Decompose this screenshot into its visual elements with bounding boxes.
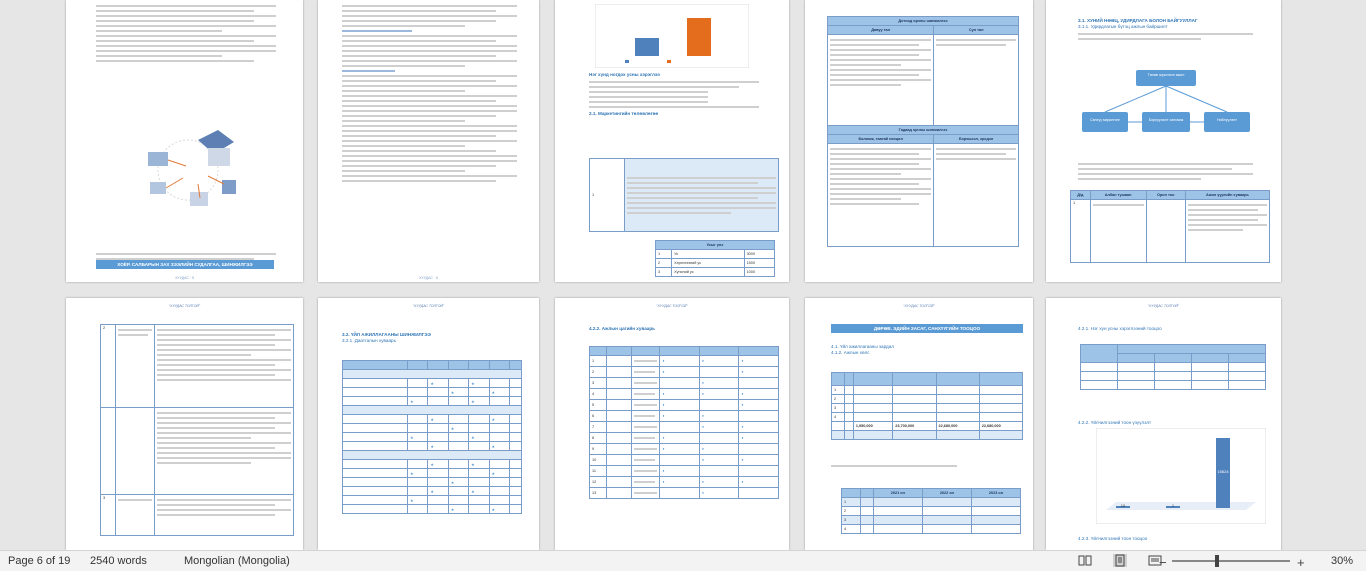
schedule-table: 1 ♦ ♦ ♦ 2 ♦ ♦ 3 ♦ 4 ♦ ♦ ♦ 5 ♦ ♦ 6 ♦ ♦ 7 ♦ ♦ 8 ♦ ♦ 9 ♦ ♦ 10 ♦ ♦ 11 ♦ 12 ♦ ♦ ♦ 13 ♦ — [589, 346, 779, 499]
print-layout-icon[interactable] — [1113, 554, 1127, 567]
page-text — [342, 2, 517, 185]
page-footer: ХУУДАС · 6 — [419, 276, 438, 280]
page-text — [831, 344, 1011, 356]
heading: 3.2. ҮЙЛ АЖИЛЛАГААНЫ ШИНЖИЛГЭЭ — [342, 332, 431, 337]
page-text — [589, 72, 759, 117]
heading: Нэг хүнд ногдох усны хэрэглээ — [589, 72, 660, 77]
word-count[interactable]: 2540 words — [90, 555, 147, 567]
service-bar-chart — [1096, 428, 1266, 524]
table-row: 3 Хүнсний ус 1000 — [656, 268, 775, 277]
total-value: 22,680,000 — [979, 422, 1022, 431]
page-thumbnail-3[interactable] — [555, 0, 789, 282]
section-banner: ХОЁР. САЛБАРЫН ЗАХ ЗЭЭЛИЙН СУДАЛГАА, ШИНЖИЛГЭЭ — [96, 260, 274, 269]
zoom-slider[interactable] — [1172, 560, 1290, 562]
subheading: 4.2.2. Үйлчилгээний тоон үзүүлэлт — [1078, 420, 1152, 425]
diagram-label-right: Нийлүүлэлт — [1217, 118, 1237, 122]
page-text — [1078, 160, 1253, 183]
heading: 4.2.2. Ажлын цагийн хуваарь — [589, 326, 655, 331]
page-text — [1078, 326, 1258, 332]
content-table: 2 3 — [100, 324, 294, 536]
heading: 3.1. ХУНИЙ НӨӨЦ, УДИРДЛАГА БОЛОН БАЙГУУЛЛАГ — [1078, 18, 1198, 23]
page-indicator[interactable]: Page 6 of 19 — [8, 555, 71, 567]
section-heading: 2.1. Маркетингийн төлөвлөгөө — [589, 111, 659, 117]
page-text — [1078, 536, 1258, 542]
page-thumbnail-11[interactable] — [1046, 298, 1281, 550]
table-title: Дотоод орчны шинжилгээ — [828, 17, 1019, 26]
chart-data-label: 1 — [1171, 503, 1175, 508]
page-header: “ХУУДАС ТОЛГОЙ” — [1147, 304, 1180, 308]
total-value: 23,700,000 — [893, 422, 936, 431]
page-header: “ХУУДАС ТОЛГОЙ” — [412, 304, 445, 308]
page-text — [831, 462, 1011, 470]
chart-data-label: 10 — [1120, 503, 1126, 508]
staff-table: Д/д Албан тушаал Орон тоо Ажил үүргийн хуваарь 1 — [1070, 190, 1270, 263]
table-title: Усыг үнэ — [656, 241, 775, 250]
yearly-table: 2021 он 2022 он 2023 он 1 2 3 4 — [841, 488, 1021, 534]
page-thumbnail-8[interactable] — [318, 298, 539, 550]
heading: 4.2.1. Нэг хүн усны хэрэглээний тооцоо — [1078, 326, 1162, 331]
content-table: 1 — [589, 158, 779, 232]
read-mode-icon[interactable] — [1078, 554, 1092, 567]
page-header: “ХУУДАС ТОЛГОЙ” — [656, 304, 688, 308]
page-text — [589, 326, 759, 332]
page-header: “ХУУДАС ТОЛГОЙ” — [903, 304, 935, 308]
section-banner: ДӨРӨВ. ЭДИЙН ЗАСАГ, САНХҮҮГИЙН ТООЦОО — [831, 324, 1023, 333]
swot-table: Дотоод орчны шинжилгээ Давуу тал Сул тал Гадаад орчны шинжилгээ Боломж, таатай нөхцөл Бэрхшээл, эрсдэл — [827, 16, 1019, 247]
zoom-out-button[interactable]: − — [1159, 555, 1167, 570]
diagram-label-mid: Борлуулалт хангамж — [1148, 118, 1184, 122]
page-text — [96, 2, 276, 65]
insurance-table: ★ ★ ★ ★ ★ ★ ★ ★ ★ ★ ★ ★ ★ ★ ★ ★ ★ ★ ★ ★ ★ ★ ★ — [342, 360, 522, 514]
zoom-slider-handle[interactable] — [1215, 555, 1219, 567]
language-indicator[interactable]: Mongolian (Mongolia) — [184, 555, 290, 567]
page-thumbnail-10[interactable] — [805, 298, 1033, 550]
page-thumbnail-4[interactable] — [805, 0, 1033, 282]
page-thumbnail-1[interactable] — [66, 0, 303, 282]
page-thumbnail-2[interactable] — [318, 0, 539, 282]
bar-chart — [595, 4, 749, 68]
diagram-label-top: Төлөв зорилтын ажил — [1147, 73, 1185, 77]
org-diagram — [1078, 64, 1254, 154]
table-row: 2 Хэрэглээний ус 1500 — [656, 259, 775, 268]
table-row: 1 Ус 3000 — [656, 250, 775, 259]
page-text — [1078, 18, 1253, 43]
total-value: 22,680,000 — [936, 422, 979, 431]
wage-table: 1 2 3 4 1,950,000 23,700,000 22,680,000 22,680,000 — [831, 372, 1023, 440]
subheading: 3.1.1. Удирдлагын бүтэц ажлын байршилт — [1078, 24, 1168, 30]
status-bar — [0, 550, 1366, 571]
diagram-label-left: Санхүү маркетинг — [1090, 118, 1120, 122]
subheading: 4.2.3. Үйлчилгээний тоон тооцоо — [1078, 536, 1148, 541]
subheading: 3.2.1. Даатгалын хуваарь — [342, 338, 396, 344]
page-thumbnail-9[interactable] — [555, 298, 789, 550]
zoom-level[interactable]: 30% — [1331, 555, 1354, 567]
subheading: 4.1. Үйл ажиллагааны зардал — [831, 344, 894, 349]
consumption-table — [1080, 344, 1266, 390]
subheading: 4.1.2. Ажлын хөлс — [831, 350, 870, 356]
page-text — [1078, 420, 1258, 426]
page-thumbnail-7[interactable] — [66, 298, 303, 550]
chart-data-label: 15624 — [1217, 469, 1229, 474]
page-thumbnail-5[interactable] — [1046, 0, 1281, 282]
page-text — [342, 332, 517, 344]
page-header: “ХУУДАС ТОЛГОЙ” — [168, 304, 201, 308]
zoom-in-button[interactable]: + — [1297, 555, 1305, 570]
total-value: 1,950,000 — [853, 422, 892, 431]
energy-illustration — [138, 120, 248, 220]
price-table — [655, 240, 775, 277]
page-footer: ХУУДАС · 5 — [175, 276, 194, 280]
